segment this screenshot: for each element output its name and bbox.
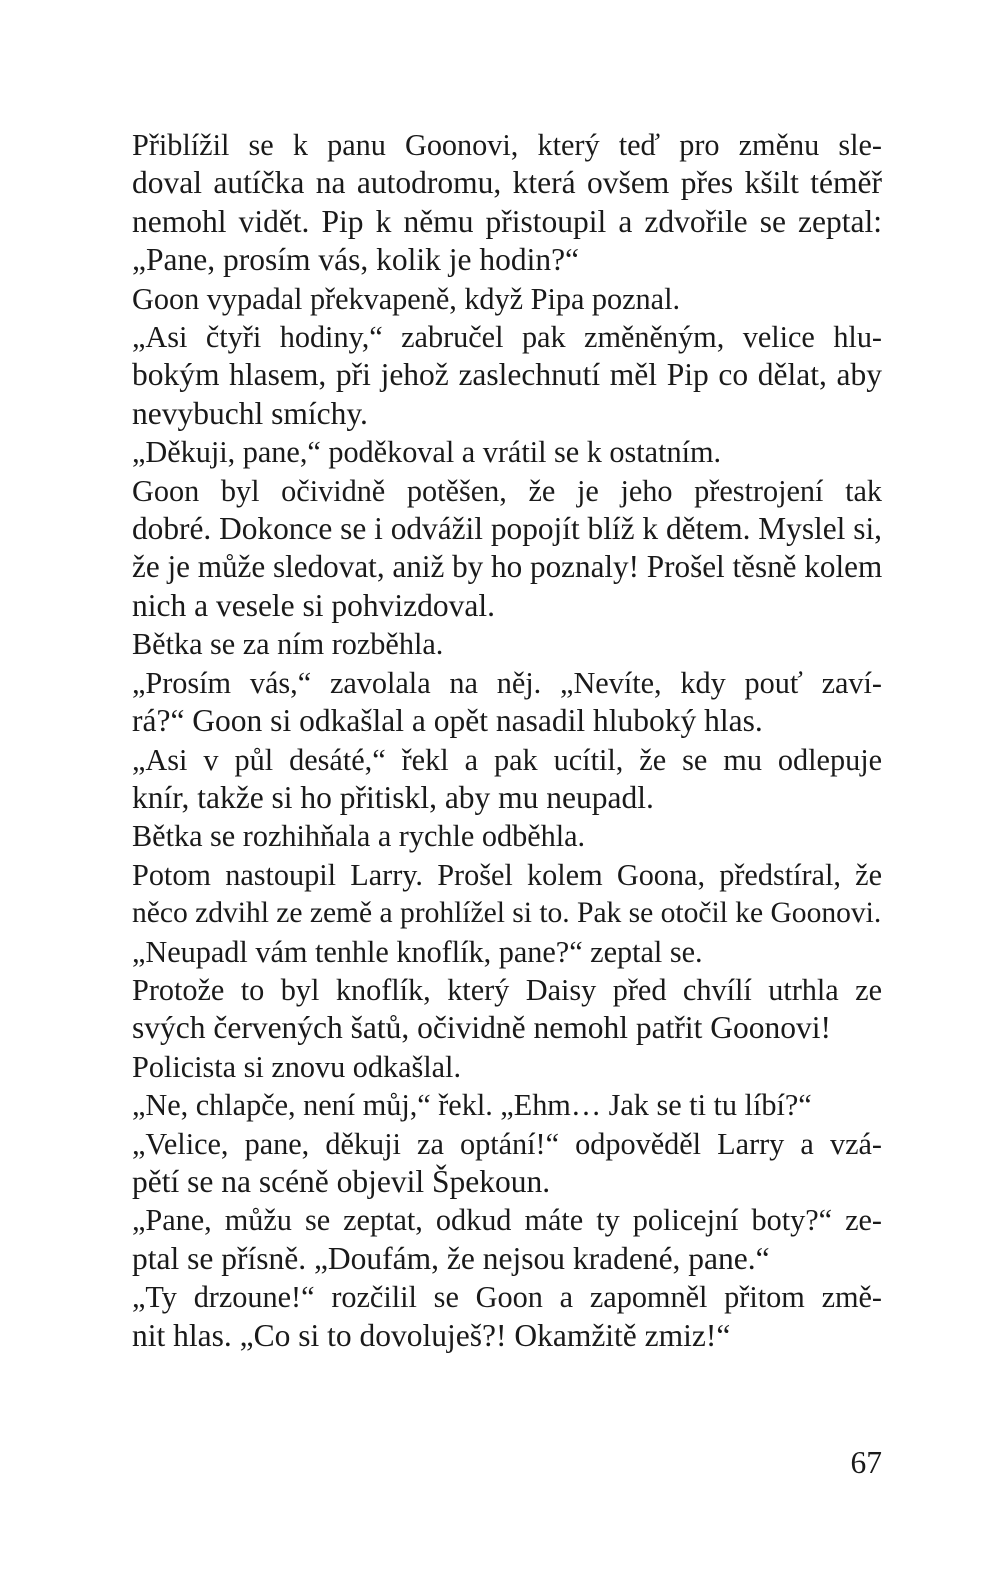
paragraph (102, 817, 882, 855)
text-line: „Asi v půl desáté,“ řekl a pak ucítil, že se mu odlepuje (132, 742, 882, 777)
paragraph (102, 1125, 882, 1202)
text-line: „Velice, pane, děkuji za optání!“ odpověděl Larry a vzá- (132, 1126, 882, 1161)
text-line: Přiblížil se k panu Goonovi, který teď pro změnu sle- (132, 128, 882, 162)
paragraph (102, 971, 882, 1048)
text-line: „Pane, prosím vás, kolik je hodin?“ (132, 242, 580, 278)
text-line: Goon byl očividně potěšen, že je jeho přestrojení tak (132, 473, 882, 508)
text-line: „Děkuji, pane,“ poděkoval a vrátil se k ostatním. (132, 435, 722, 470)
text-line: že je může sledovat, aniž by ho poznaly! Prošel těsně kolem (132, 549, 883, 585)
text-line: Goon vypadal překvapeně, když Pipa poznal. (132, 281, 681, 316)
text-line: pětí se na scéně objevil Špekoun. (132, 1163, 551, 1199)
text-line: Policista si znovu odkašlal. (132, 1049, 461, 1084)
text-line: „Prosím vás,“ zavolala na něj. „Nevíte, kdy pouť zaví- (132, 665, 882, 700)
paragraph (102, 318, 882, 433)
text-line: svých červených šatů, očividně nemohl patřit Goonovi! (132, 1010, 831, 1046)
text-line: nich a vesele si pohvizdoval. (132, 587, 496, 623)
paragraph (102, 126, 882, 280)
text-line: rá?“ Goon si odkašlal a opět nasadil hluboký hlas. (132, 703, 763, 739)
text-line: Bětka se za ním rozběhla. (132, 627, 444, 662)
text-line: „Ne, chlapče, není můj,“ řekl. „Ehm… Jak se ti tu líbí?“ (132, 1088, 812, 1123)
text-line: něco zdvihl ze země a prohlížel si to. Pak se otočil ke Goonovi. (132, 897, 882, 930)
paragraph (102, 472, 882, 626)
text-line: „Pane, můžu se zeptat, odkud máte ty policejní boty?“ ze- (132, 1203, 882, 1238)
paragraph (102, 664, 882, 741)
text-line: nemohl vidět. Pip k němu přistoupil a zdvořile se zeptal: (132, 203, 882, 239)
text-line: Protože to byl knoflík, který Daisy před chvílí utrhla ze (132, 972, 882, 1007)
paragraph (102, 625, 882, 663)
text-line: „Neupadl vám tenhle knoflík, pane?“ zeptal se. (132, 934, 703, 969)
text-line: doval autíčka na autodromu, která ovšem přes kšilt téměř (132, 165, 882, 201)
paragraph (102, 933, 882, 971)
paragraph (102, 1086, 882, 1124)
paragraph (102, 280, 882, 318)
page-body (102, 126, 882, 1355)
paragraph (102, 433, 882, 471)
paragraph (102, 1278, 882, 1355)
text-line: „Ty drzoune!“ rozčilil se Goon a zapomněl přitom změ- (132, 1280, 882, 1315)
text-line: nevybuchl smíchy. (132, 395, 368, 431)
text-line: „Asi čtyři hodiny,“ zabručel pak změněným, velice hlu- (132, 320, 882, 355)
paragraph (102, 1048, 882, 1086)
paragraph (102, 856, 882, 933)
paragraph (102, 741, 882, 818)
page-number: 67 (850, 1445, 882, 1480)
text-line: nit hlas. „Co si to dovoluješ?! Okamžitě zmiz!“ (132, 1317, 731, 1353)
text-line: ptal se přísně. „Doufám, že nejsou kradené, pane.“ (132, 1240, 770, 1276)
text-line: bokým hlasem, při jehož zaslechnutí měl Pip co dělat, aby (132, 357, 882, 393)
text-line: Potom nastoupil Larry. Prošel kolem Goona, předstíral, že (132, 857, 882, 892)
text-line: dobré. Dokonce se i odvážil popojít blíž k dětem. Myslel si, (132, 511, 882, 547)
paragraph (102, 1201, 882, 1278)
text-line: Bětka se rozhihňala a rychle odběhla. (132, 819, 586, 854)
text-line: knír, takže si ho přitiskl, aby mu neupadl. (132, 779, 654, 815)
